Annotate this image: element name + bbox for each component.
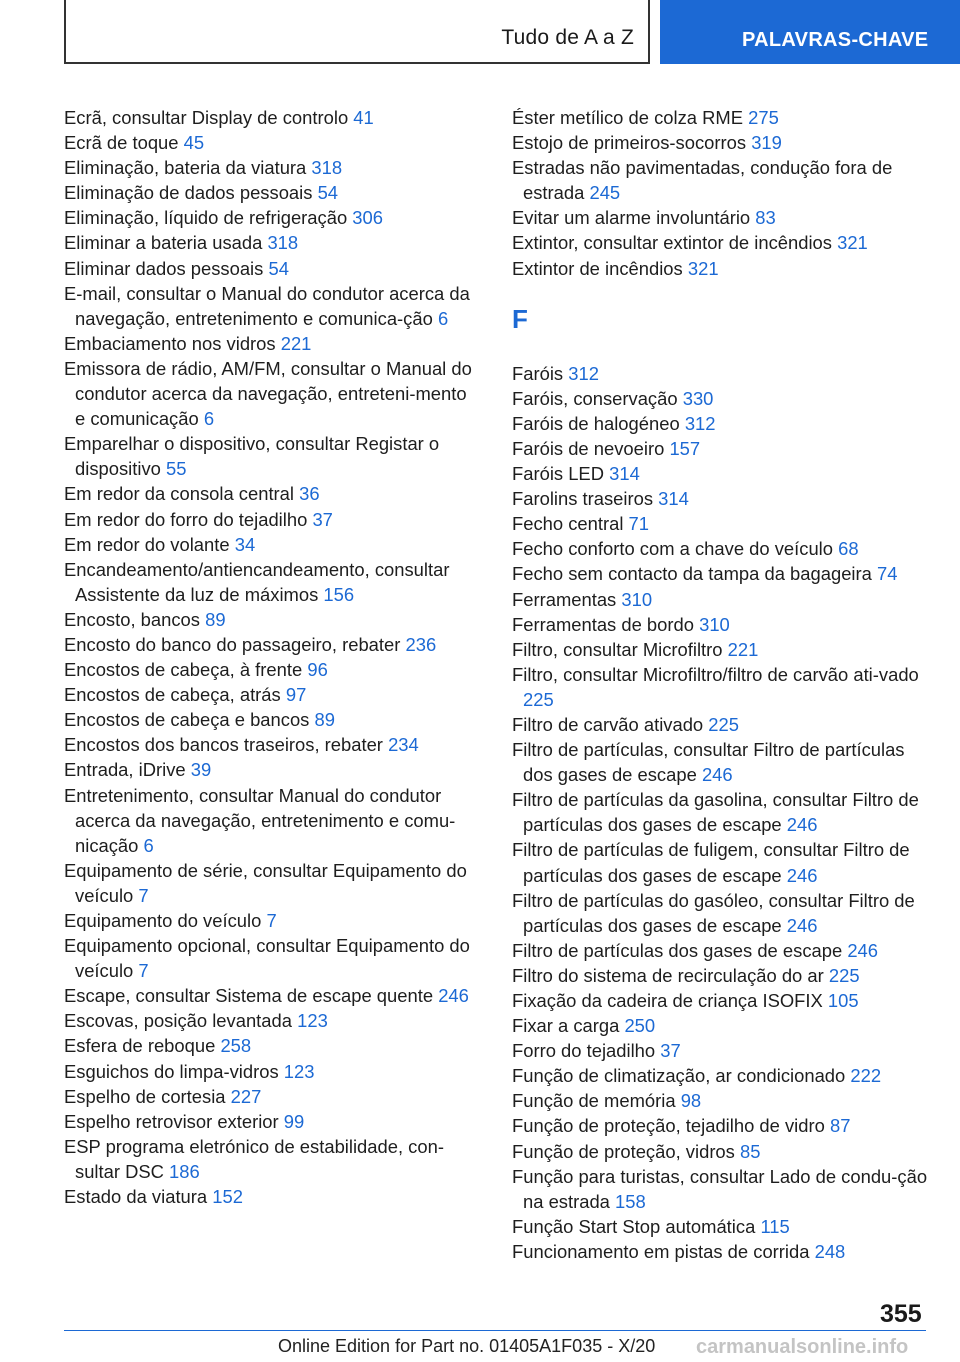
index-entry-term: Emparelhar o dispositivo, consultar Registar o dispositivo <box>64 433 440 480</box>
index-entry-page-link[interactable]: 318 <box>267 232 299 254</box>
index-entry-term: Equipamento de série, consultar Equipamento do veículo <box>64 859 467 906</box>
index-entry <box>64 682 474 707</box>
index-entry-page-link[interactable]: 221 <box>727 638 759 660</box>
index-entry <box>64 908 474 933</box>
index-entry-page-link[interactable]: 54 <box>268 257 289 279</box>
index-entry-page-link[interactable]: 246 <box>786 864 818 886</box>
index-entry-term: ESP programa eletrónico de estabilidade, con‐sultar DSC <box>64 1135 444 1182</box>
index-entry <box>512 205 932 230</box>
index-entry <box>512 1063 932 1088</box>
index-entry <box>512 361 932 386</box>
index-entry-page-link[interactable]: 234 <box>388 734 419 756</box>
index-entry-term: Função de proteção, tejadilho de vidro <box>512 1115 825 1137</box>
index-entry-page-link[interactable]: 248 <box>814 1240 846 1262</box>
index-entry-page-link[interactable]: 246 <box>786 914 818 936</box>
index-entry <box>512 837 932 887</box>
index-column-left <box>64 105 474 1209</box>
index-entry-term: Extintor de incêndios <box>512 257 683 279</box>
page-number: 355 <box>880 1300 922 1328</box>
index-entry <box>512 1038 932 1063</box>
index-entry <box>64 732 474 757</box>
index-entry <box>64 155 474 180</box>
index-entry-term: Fixar a carga <box>512 1015 620 1037</box>
index-entry-term: Entretenimento, consultar Manual do condutor acerca da navegação, entretenimento e comu‐nicação <box>64 784 456 856</box>
index-entry-page-link[interactable]: 225 <box>828 964 860 986</box>
index-entry-term: Função para turistas, consultar Lado de condu‐ção na estrada <box>512 1165 928 1212</box>
index-entry-term: Eliminar dados pessoais <box>64 257 264 279</box>
index-entry <box>512 787 932 837</box>
index-entry <box>512 1113 932 1138</box>
index-entry-term: Estradas não pavimentadas, condução fora de estrada <box>512 157 893 204</box>
section-tab <box>64 0 650 64</box>
index-entry-term: E-mail, consultar o Manual do condutor acerca da navegação, entretenimento e comunica‐ção <box>64 282 470 329</box>
index-entry <box>512 130 932 155</box>
index-entry-term: Em redor do forro do tejadilho <box>64 508 308 530</box>
index-entry-term: Ecrã de toque <box>64 132 179 154</box>
index-entry-term: Faróis de halogéneo <box>512 412 680 434</box>
index-entry <box>512 486 932 511</box>
section-tab-label: Tudo de A a Z <box>501 26 634 49</box>
index-entry-term: Estojo de primeiros-socorros <box>512 132 747 154</box>
index-entry <box>64 783 474 858</box>
index-entry-term: Espelho retrovisor exterior <box>64 1110 279 1132</box>
index-entry-term: Ferramentas de bordo <box>512 613 694 635</box>
index-entry <box>512 612 932 637</box>
index-entry <box>512 436 932 461</box>
index-entry-term: Filtro de partículas do gasóleo, consultar Filtro de partículas dos gases de escape <box>512 889 915 936</box>
index-entry <box>512 1013 932 1038</box>
index-entry-term: Funcionamento em pistas de corrida <box>512 1240 810 1262</box>
index-entry <box>64 657 474 682</box>
index-entry <box>64 331 474 356</box>
index-entry <box>64 130 474 155</box>
index-entry-page-link[interactable]: 221 <box>280 332 312 354</box>
index-entry <box>64 1134 474 1184</box>
index-entry <box>512 938 932 963</box>
index-entry-page-link[interactable]: 321 <box>687 257 719 279</box>
index-entry <box>512 637 932 662</box>
index-entry-term: Eliminação, bateria da viatura <box>64 157 307 179</box>
index-entry-page-link[interactable]: 7 <box>138 884 149 906</box>
index-entry-page-link[interactable]: 54 <box>317 182 339 204</box>
index-entry <box>64 230 474 255</box>
index-entry-term: Fixação da cadeira de criança ISOFIX <box>512 990 823 1011</box>
index-entry-page-link[interactable]: 330 <box>682 387 714 409</box>
index-entry-page-link[interactable]: 318 <box>311 157 343 179</box>
index-entry-page-link[interactable]: 34 <box>234 533 256 555</box>
index-entry-term: Ferramentas <box>512 588 617 610</box>
index-entry-term: Faróis de nevoeiro <box>512 437 665 459</box>
index-entry-term: Escovas, posição levantada <box>64 1010 292 1032</box>
edition-text: Online Edition for Part no. 01405A1F035 - X/20 <box>278 1336 656 1356</box>
index-list-e-continued <box>512 105 932 281</box>
index-entry-term: Função Start Stop automática <box>512 1215 756 1237</box>
index-entry <box>64 1184 474 1209</box>
index-entry <box>512 411 932 436</box>
index-entry-term: Filtro de partículas da gasolina, consultar Filtro de partículas dos gases de escape <box>512 789 919 836</box>
index-entry-term: Fecho central <box>512 513 624 535</box>
index-entry <box>64 481 474 506</box>
index-entry <box>64 1059 474 1084</box>
index-entry-page-link[interactable]: 55 <box>166 458 187 480</box>
index-entry-page-link[interactable]: 275 <box>748 107 779 128</box>
index-entry-term: Em redor do volante <box>64 533 230 555</box>
index-entry-term: Forro do tejadilho <box>512 1040 656 1062</box>
index-entry-term: Filtro de partículas, consultar Filtro de partículas dos gases de escape <box>512 739 905 786</box>
index-entry-term: Esguichos do limpa-vidros <box>64 1060 279 1082</box>
index-entry-page-link[interactable]: 6 <box>143 834 154 856</box>
index-entry-page-link[interactable]: 246 <box>786 814 818 836</box>
index-entry <box>64 557 474 607</box>
index-entry-term: Ecrã, consultar Display de controlo <box>64 107 349 128</box>
index-entry-page-link[interactable]: 7 <box>138 960 149 982</box>
index-entry-page-link[interactable]: 314 <box>609 463 640 485</box>
index-entry-page-link[interactable]: 41 <box>353 107 374 128</box>
index-entry <box>512 230 932 255</box>
index-entry-term: Encostos de cabeça e bancos <box>64 709 310 731</box>
index-entry-term: Função de memória <box>512 1090 676 1112</box>
index-entry-page-link[interactable]: 314 <box>658 488 689 510</box>
index-entry-page-link[interactable]: 87 <box>829 1115 851 1137</box>
index-entry-page-link[interactable]: 225 <box>708 713 739 735</box>
index-entry-term: Filtro de carvão ativado <box>512 713 704 735</box>
index-entry <box>64 983 474 1008</box>
index-entry-term: Embaciamento nos vidros <box>64 332 276 354</box>
index-entry <box>64 431 474 481</box>
index-entry <box>512 511 932 536</box>
index-entry-term: Éster metílico de colza RME <box>512 107 743 128</box>
index-entry <box>64 632 474 657</box>
index-entry <box>64 281 474 331</box>
index-entry <box>64 757 474 782</box>
index-entry-page-link[interactable]: 250 <box>624 1015 656 1037</box>
index-entry-page-link[interactable]: 6 <box>437 307 449 329</box>
index-entry-term: Encostos dos bancos traseiros, rebater <box>64 734 383 756</box>
index-entry-page-link[interactable]: 158 <box>615 1190 646 1212</box>
index-entry-term: Eliminar a bateria usada <box>64 232 263 254</box>
index-entry-page-link[interactable]: 246 <box>701 764 733 786</box>
index-entry <box>512 662 932 712</box>
index-entry-page-link[interactable]: 37 <box>660 1040 681 1062</box>
index-entry-page-link[interactable]: 89 <box>314 709 335 731</box>
index-entry-term: Espelho de cortesia <box>64 1085 226 1107</box>
index-entry-page-link[interactable]: 152 <box>212 1186 243 1208</box>
index-entry-term: Eliminação, líquido de refrigeração <box>64 207 348 229</box>
index-entry <box>512 1164 932 1214</box>
index-entry-term: Faróis, conservação <box>512 387 678 409</box>
index-entry <box>512 561 932 586</box>
chapter-tab <box>660 0 960 64</box>
index-entry-term: Encosto do banco do passageiro, rebater <box>64 633 401 655</box>
index-entry-page-link[interactable]: 245 <box>589 182 621 204</box>
index-column-right <box>512 105 932 1264</box>
index-entry-term: Entrada, iDrive <box>64 759 186 781</box>
index-entry <box>512 1139 932 1164</box>
index-entry-term: Em redor da consola central <box>64 483 294 505</box>
index-entry <box>512 888 932 938</box>
index-entry <box>512 105 932 130</box>
index-entry-page-link[interactable]: 105 <box>827 990 859 1011</box>
index-entry-term: Função de climatização, ar condicionado <box>512 1065 846 1087</box>
index-entry-term: Encandeamento/antiencandeamento, consultar Assistente da luz de máximos <box>64 558 450 605</box>
index-entry-page-link[interactable]: 123 <box>283 1060 315 1082</box>
index-entry-page-link[interactable]: 74 <box>877 563 898 585</box>
index-entry-page-link[interactable]: 123 <box>297 1010 328 1032</box>
index-entry <box>64 180 474 205</box>
index-entry <box>64 205 474 230</box>
index-entry-page-link[interactable]: 68 <box>838 538 859 560</box>
index-entry <box>64 507 474 532</box>
index-entry-page-link[interactable]: 312 <box>684 412 716 434</box>
index-entry-term: Faróis LED <box>512 463 604 485</box>
index-entry <box>512 386 932 411</box>
index-entry-page-link[interactable]: 98 <box>680 1090 702 1112</box>
index-entry-page-link[interactable]: 312 <box>568 362 599 384</box>
index-entry-page-link[interactable]: 99 <box>283 1110 305 1132</box>
index-entry-term: Equipamento opcional, consultar Equipamento do veículo <box>64 935 470 982</box>
index-entry-term: Filtro de partículas de fuligem, consultar Filtro de partículas dos gases de escape <box>512 839 910 886</box>
index-entry <box>512 256 932 281</box>
index-entry <box>512 587 932 612</box>
chapter-tab-label: PALAVRAS-CHAVE <box>742 29 929 51</box>
index-entry <box>64 256 474 281</box>
index-entry-term: Encosto, bancos <box>64 608 200 630</box>
index-entry-page-link[interactable]: 246 <box>847 939 879 961</box>
index-entry-page-link[interactable]: 115 <box>760 1215 790 1237</box>
index-entry-page-link[interactable]: 321 <box>837 232 868 254</box>
index-entry <box>64 356 474 431</box>
index-entry-page-link[interactable]: 7 <box>266 910 277 931</box>
index-entry <box>512 1239 932 1264</box>
index-entry <box>64 707 474 732</box>
index-entry-term: Emissora de rádio, AM/FM, consultar o Manual do condutor acerca da navegação, entreteni‐mento e comunicação <box>64 357 472 430</box>
index-entry <box>512 155 932 205</box>
index-entry-term: Esfera de reboque <box>64 1035 216 1057</box>
index-entry <box>64 607 474 632</box>
index-entry-page-link[interactable]: 310 <box>699 613 730 635</box>
index-entry <box>512 963 932 988</box>
section-letter-heading: F <box>512 303 528 334</box>
index-entry-term: Faróis <box>512 362 564 384</box>
index-entry <box>512 1214 932 1239</box>
index-entry-page-link[interactable]: 157 <box>669 437 701 459</box>
index-entry-term: Função de proteção, vidros <box>512 1140 735 1162</box>
index-entry-page-link[interactable]: 222 <box>850 1065 882 1087</box>
index-entry <box>64 1084 474 1109</box>
index-entry <box>64 858 474 908</box>
index-list-e <box>64 105 474 1209</box>
index-entry <box>64 933 474 983</box>
index-list-f <box>512 361 932 1264</box>
footer-divider <box>64 1330 926 1331</box>
index-entry-page-link[interactable]: 96 <box>307 659 328 681</box>
index-entry <box>512 988 932 1013</box>
index-entry-page-link[interactable]: 319 <box>751 132 782 154</box>
index-entry-page-link[interactable]: 258 <box>220 1035 252 1057</box>
index-entry-page-link[interactable]: 306 <box>352 207 383 229</box>
index-entry <box>64 1033 474 1058</box>
index-entry-page-link[interactable]: 37 <box>312 508 333 530</box>
index-entry-term: Fecho conforto com a chave do veículo <box>512 538 833 560</box>
index-entry <box>512 461 932 486</box>
index-entry-page-link[interactable]: 85 <box>740 1140 761 1162</box>
index-entry-term: Equipamento do veículo <box>64 910 262 931</box>
index-entry <box>64 532 474 557</box>
index-entry-term: Eliminação de dados pessoais <box>64 182 313 204</box>
index-entry-term: Evitar um alarme involuntário <box>512 207 751 229</box>
index-entry-term: Filtro de partículas dos gases de escape <box>512 939 843 961</box>
index-entry <box>64 1008 474 1033</box>
index-entry-page-link[interactable]: 227 <box>230 1085 262 1107</box>
index-entry-term: Escape, consultar Sistema de escape quente <box>64 985 434 1007</box>
index-entry-page-link[interactable]: 310 <box>621 588 653 610</box>
index-entry-page-link[interactable]: 89 <box>205 608 226 630</box>
index-entry <box>512 536 932 561</box>
index-entry-page-link[interactable]: 97 <box>285 684 307 706</box>
index-entry-term: Filtro, consultar Microfiltro/filtro de carvão ati‐vado <box>512 663 919 685</box>
index-entry <box>64 1109 474 1134</box>
index-entry-term: Extintor, consultar extintor de incêndios <box>512 232 832 254</box>
index-entry-page-link[interactable]: 186 <box>169 1160 200 1182</box>
index-entry-page-link[interactable]: 236 <box>405 633 437 655</box>
index-entry-term: Encostos de cabeça, atrás <box>64 684 281 706</box>
index-entry-page-link[interactable]: 36 <box>299 483 320 505</box>
index-entry-term: Estado da viatura <box>64 1186 208 1208</box>
index-entry-page-link[interactable]: 71 <box>628 513 650 535</box>
index-entry-page-link[interactable]: 156 <box>323 583 355 605</box>
index-entry-page-link[interactable]: 225 <box>523 688 554 710</box>
index-entry-page-link[interactable]: 83 <box>755 207 776 229</box>
index-entry-term: Fecho sem contacto da tampa da bagageira <box>512 563 872 585</box>
watermark-text: carmanualsonline.info <box>696 1336 909 1358</box>
index-entry-page-link[interactable]: 6 <box>203 408 215 430</box>
index-entry-page-link[interactable]: 246 <box>438 985 469 1007</box>
index-entry <box>512 737 932 787</box>
index-entry-term: Encostos de cabeça, à frente <box>64 659 303 681</box>
index-entry <box>512 1088 932 1113</box>
index-entry <box>512 712 932 737</box>
index-entry-page-link[interactable]: 39 <box>190 759 212 781</box>
index-entry-page-link[interactable]: 45 <box>183 132 205 154</box>
index-entry-term: Farolins traseiros <box>512 488 654 510</box>
index-entry-term: Filtro do sistema de recirculação do ar <box>512 964 824 986</box>
index-entry <box>64 105 474 130</box>
index-entry-term: Filtro, consultar Microfiltro <box>512 638 723 660</box>
